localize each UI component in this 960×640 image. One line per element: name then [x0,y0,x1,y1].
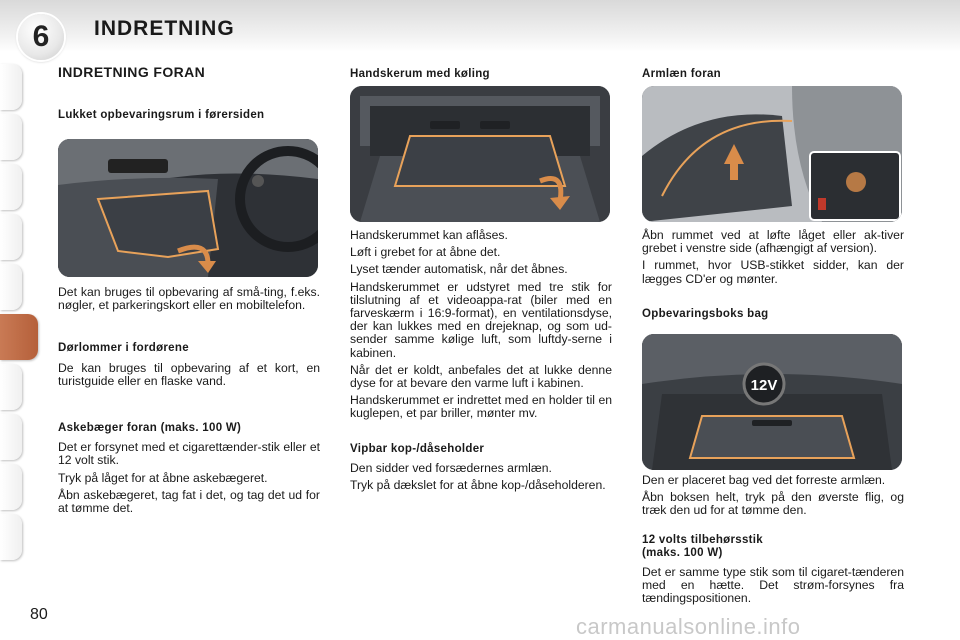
chapter-tab-6-active[interactable] [0,314,38,360]
accessory-socket-text: Det er samme type stik som til cigaret-tænderen med en hætte. Det strøm-forsynes fra tændingspositionen. [642,565,904,606]
photo-driver-compartment [58,139,318,277]
rear-storage-text-1: Den er placeret bag ved det forreste armlæn. [642,473,886,487]
chapter-tab-2[interactable] [0,114,22,160]
glovebox-text-2: Løft i grebet for at åbne det. [350,245,501,260]
ashtray-text-3: Åbn askebægeret, tag fat i det, og tag det ud for at tømme det. [58,487,320,516]
chapter-tab-5[interactable] [0,264,22,310]
chapter-tab-7[interactable] [0,364,22,410]
ashtray-text-2: Tryk på låget for at åbne askebægeret. [58,470,268,485]
chapter-tab-4[interactable] [0,214,22,260]
right-column-heading [642,68,904,87]
armrest-text-2: I rummet, hvor USB-stikket sidder, kan der lægges CD'er og mønter. [642,258,904,286]
chapter-number-badge: 6 [18,14,64,60]
heading-door-pockets: Dørlommer i fordørene [58,342,189,355]
glovebox-text-6: Handskerummet er indrettet med en holder til en kuglepen, et par briller, mønter mv. [350,393,612,421]
middle-column-heading [350,68,612,87]
glovebox-text-5: Når det er koldt, anbefales det at lukke denne dyse for at bevare den varme luft i kabinen. [350,362,612,391]
photo-armrest [642,86,902,222]
chapter-tab-8[interactable] [0,414,22,460]
glovebox-text-4: Handskerummet er udstyret med tre stik for tilslutning af et videoappa-rat (biler med en farveskærm i 16:9-format), en ventilationsdyse, der kan lukkes med en drejeknap, og som ud-sender samme kølige luft, som luftdy-serne i kabinen. [350,279,612,360]
chapter-title: INDRETNING [94,17,235,40]
chapter-tab-9[interactable] [0,464,22,510]
rear-storage-text-2: Åbn boksen helt, tryk på den øverste flig, og træk den ud for at tømme den. [642,490,904,518]
heading-rear-storage-box: Opbevaringsboks bag [642,307,769,320]
socket-label: 12V [750,377,778,394]
heading-armrest: Armlæn foran [642,68,721,80]
cup-holder-text-1: Den sidder ved forsædernes armlæn. [350,460,552,475]
middle-column-body [350,229,612,496]
right-column-body-2 [642,474,904,610]
page-number: 80 [30,606,48,623]
ashtray-text-1: Det er forsynet med et cigarettænder-stik eller et 12 volt stik. [58,440,320,468]
driver-compartment-text: Det kan bruges til opbevaring af små-ting, f.eks. nøgler, et parkeringskort eller en mobiltelefon. [58,285,320,313]
heading-cup-holder: Vipbar kop-/dåseholder [350,442,485,455]
heading-accessory-socket-line1: 12 volts tilbehørsstik [642,533,763,546]
left-column [58,66,320,128]
chapter-tab-1[interactable] [0,64,22,110]
chapter-tab-3[interactable] [0,164,22,210]
glovebox-text-1: Handskerummet kan aflåses. [350,228,508,242]
heading-ashtray: Askebæger foran (maks. 100 W) [58,422,242,435]
section-title: INDRETNING FORAN [58,64,206,80]
left-column-body [58,286,320,519]
photo-rear-storage-box [642,334,902,470]
chapter-tabs [0,64,30,564]
right-column-body [642,229,904,327]
photo-glovebox [350,86,610,222]
cup-holder-text-2: Tryk på dækslet for at åbne kop-/dåseholderen. [350,478,606,493]
chapter-tab-10[interactable] [0,514,22,560]
heading-accessory-socket-line2: (maks. 100 W) [642,546,723,559]
heading-driver-compartment: Lukket opbevaringsrum i førersiden [58,109,265,122]
watermark: carmanualsonline.info [576,614,801,639]
armrest-text-1: Åbn rummet ved at løfte låget eller ak-tiver grebet i venstre side (afhængigt af version). [642,228,904,256]
door-pockets-text: De kan bruges til opbevaring af et kort, en turistguide eller en flaske vand. [58,360,320,388]
glovebox-text-3: Lyset tænder automatisk, når det åbnes. [350,262,568,277]
heading-glovebox: Handskerum med køling [350,68,490,80]
